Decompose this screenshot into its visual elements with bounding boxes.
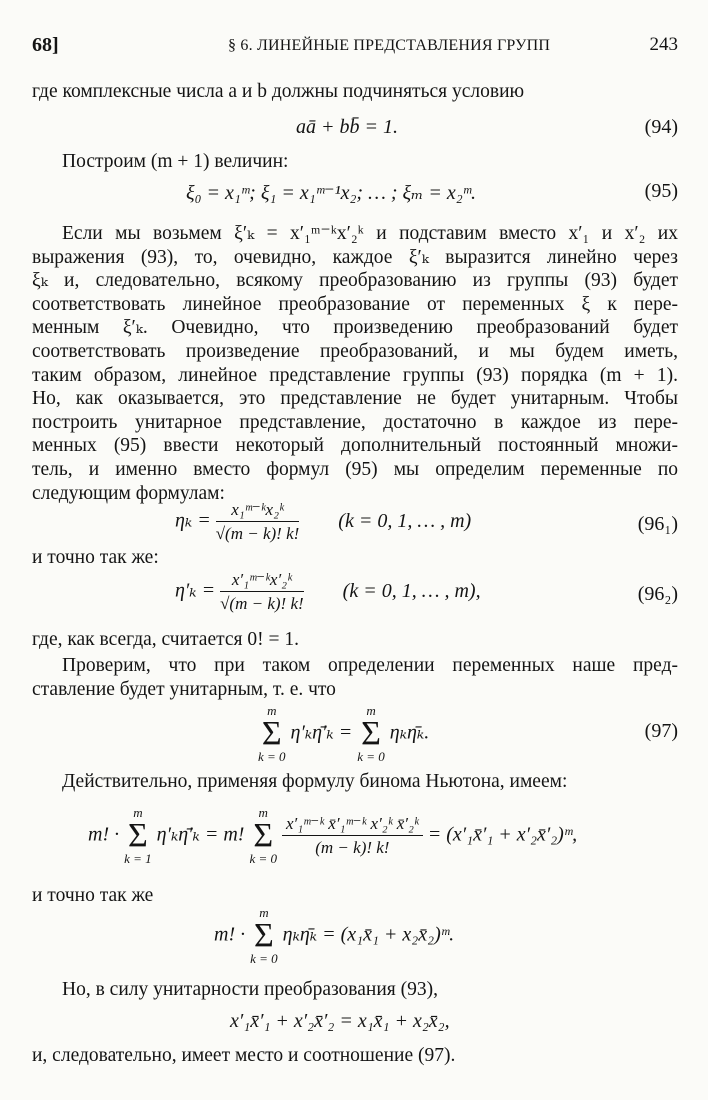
paragraph-factorial: где, как всегда, считается 0! = 1.	[32, 629, 299, 650]
text-line: выражения (93), то, очевидно, каждое ξ′ₖ выразится линейно через	[32, 246, 678, 268]
sum-symbol: m Σ k = 0	[258, 703, 286, 764]
fraction-denominator: √(m − k)! k!	[220, 594, 304, 613]
equation-lead: m! ·	[88, 823, 120, 846]
page-number: 243	[649, 34, 678, 55]
equation-number-97: (97)	[644, 720, 678, 742]
paragraph-representation	[32, 222, 678, 505]
text-line: Если мы возьмем ξ′ₖ = x′₁ᵐ⁻ᵏx′₂ᵏ и подставим вместо x′₁ и x′₂ их	[62, 223, 678, 244]
sum-lower-limit: k = 1	[124, 851, 152, 866]
equation-lead: m! ·	[214, 923, 246, 946]
equation-95: ξ₀ = x₁ᵐ; ξ₁ = x₁ᵐ⁻¹x₂; … ; ξₘ = x₂ᵐ.	[186, 182, 477, 204]
sum-upper-limit: m	[133, 805, 143, 820]
paragraph-likewise: и точно так же:	[32, 547, 159, 568]
sum-symbol: m Σ k = 0	[250, 905, 278, 966]
paragraph-unitarity: Но, в силу унитарности преобразования (93),	[62, 979, 438, 1000]
page-header	[32, 34, 678, 58]
fraction-denominator: (m − k)! k!	[315, 838, 390, 857]
sum-symbol: m Σ k = 0	[357, 703, 385, 764]
text-line: тель, и именно вместо формул (95) мы определим переменные по	[32, 458, 678, 480]
equation-condition: (k = 0, 1, … , m)	[338, 509, 472, 532]
fraction	[282, 814, 423, 858]
equation-number-96-1: (96₁)	[637, 513, 678, 535]
equation-condition: (k = 0, 1, … , m),	[342, 579, 481, 602]
fraction-numerator: x′₁ᵐ⁻ᵏ x̄′₁ᵐ⁻ᵏ x′₂ᵏ x̄′₂ᵏ	[282, 814, 423, 836]
sum-lower-limit: k = 0	[249, 851, 277, 866]
section-marker: 68]	[32, 34, 59, 56]
text-line: следующим формулам:	[32, 482, 225, 504]
equation-number-95: (95)	[644, 180, 678, 202]
paragraph-build-values: Построим (m + 1) величин:	[62, 151, 289, 172]
sum-lower-limit: k = 0	[357, 749, 385, 764]
paragraph-likewise-2: и точно так же	[32, 885, 154, 906]
paragraph-check-unitary	[32, 654, 678, 701]
sum-symbol: m Σ k = 0	[249, 805, 277, 866]
sum-upper-limit: m	[258, 805, 268, 820]
text-line: ξₖ и, следовательно, всякому преобразованию из группы (93) будет	[32, 270, 678, 292]
text-line: таким образом, линейное представление группы (93) порядка (m + 1).	[32, 364, 678, 386]
paragraph-conclusion: и, следовательно, имеет место и соотношение (97).	[32, 1045, 456, 1066]
sum-upper-limit: m	[259, 905, 269, 920]
fraction	[220, 570, 304, 614]
sum-term: ηₖη̄ₖ.	[389, 721, 430, 744]
equation-96-2	[175, 570, 481, 614]
sum-term: η′ₖη̄′ₖ =	[290, 721, 353, 744]
equation-sum-eta	[214, 906, 454, 966]
fraction-numerator: x₁ᵐ⁻ᵏx₂ᵏ	[216, 500, 300, 522]
text-line: менным ξ′ₖ. Очевидно, что произведению преобразований будет	[32, 317, 678, 339]
sum-lower-limit: k = 0	[250, 951, 278, 966]
equation-96-1	[175, 500, 471, 544]
equation-unitarity: x′₁x̄′₁ + x′₂x̄′₂ = x₁x̄₁ + x₂x̄₂,	[230, 1010, 450, 1032]
equation-lhs: ηₖ =	[175, 509, 211, 532]
equation-rhs: ηₖη̄ₖ = (x₁x̄₁ + x₂x̄₂)ᵐ.	[282, 923, 455, 946]
sum-lower-limit: k = 0	[258, 749, 286, 764]
paragraph-newton-binomial: Действительно, применяя формулу бинома Ньютона, имеем:	[62, 771, 568, 792]
sum-upper-limit: m	[366, 703, 376, 718]
text-line: Но, как оказывается, это представление не будет унитарным. Чтобы	[32, 388, 678, 410]
running-title: § 6. ЛИНЕЙНЫЕ ПРЕДСТАВЛЕНИЯ ГРУПП	[228, 37, 551, 54]
sum-upper-limit: m	[267, 703, 277, 718]
text-line: менных (95) ввести некоторый дополнительный постоянный множи-	[32, 435, 678, 457]
equation-number-94: (94)	[644, 116, 678, 138]
text-line: соответствовать линейное преобразование от переменных ξ к пере-	[32, 293, 678, 315]
fraction-denominator: √(m − k)! k!	[215, 524, 300, 543]
text-line: ставление будет унитарным, т. е. что	[32, 678, 336, 700]
equation-94: aā + bb̄ = 1.	[296, 116, 398, 138]
equation-lhs: η′ₖ =	[175, 579, 216, 602]
text-line: соответствовать произведение преобразований, и мы будем иметь,	[32, 340, 678, 362]
fraction	[216, 500, 300, 544]
sum-symbol: m Σ k = 1	[124, 805, 152, 866]
text-line: построить унитарное представление, достаточно в каждое из пере-	[32, 411, 678, 433]
text-line: Проверим, что при таком определении переменных наше пред-	[62, 655, 678, 676]
equation-binomial	[88, 806, 577, 866]
sum-term: η′ₖη̄′ₖ = m!	[156, 823, 245, 846]
equation-97	[258, 704, 429, 764]
fraction-numerator: x′₁ᵐ⁻ᵏx′₂ᵏ	[220, 570, 304, 592]
equation-number-96-2: (96₂)	[637, 583, 678, 605]
equation-rhs: = (x′₁x̄′₁ + x′₂x̄′₂)ᵐ,	[427, 823, 578, 846]
paragraph-intro: где комплексные числа a и b должны подчиняться условию	[32, 81, 525, 102]
